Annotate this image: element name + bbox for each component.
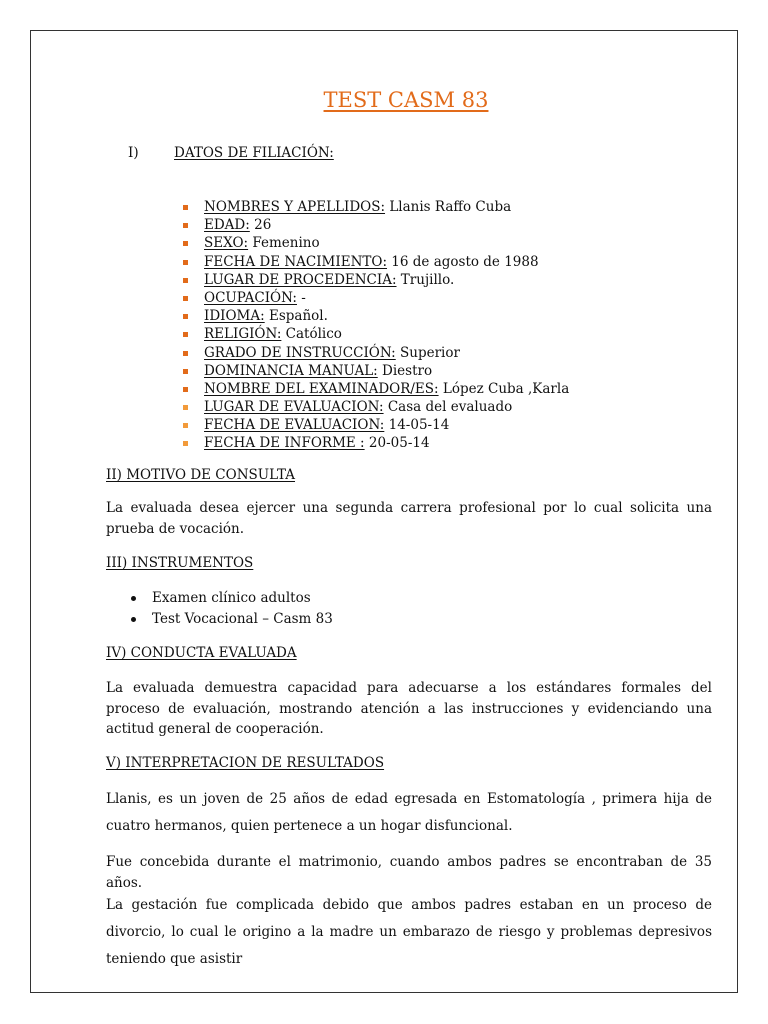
instruments-list xyxy=(106,588,712,630)
section-2 xyxy=(106,466,712,484)
square-bullet-icon xyxy=(183,405,188,410)
filiation-item xyxy=(180,380,569,398)
field-label: LUGAR DE EVALUACION: xyxy=(204,399,384,416)
section-2-body xyxy=(106,498,712,539)
field-label: RELIGIÓN: xyxy=(204,326,282,343)
filiation-item xyxy=(180,362,569,380)
field-value: - xyxy=(296,289,306,306)
section-5-paragraph-1: Llanis, es un joven de 25 años de edad egresada en Estomatología , primera hija de cuatro hermanos, quien pertenece a un hogar disfuncional. xyxy=(106,791,712,834)
section-1-title: DATOS DE FILIACIÓN: xyxy=(174,145,334,161)
filiation-item xyxy=(180,271,569,289)
section-5-paragraph-3: La gestación fue complicada debido que ambos padres estaban en un proceso de divorcio, lo cual le origino a la madre un embarazo de riesgo y problemas depresivos teniendo que asistir xyxy=(106,897,712,967)
filiation-item xyxy=(180,325,569,343)
square-bullet-icon xyxy=(183,278,188,283)
square-bullet-icon xyxy=(183,351,188,356)
section-5 xyxy=(106,754,712,772)
section-5-body xyxy=(106,786,712,840)
filiation-item xyxy=(180,253,569,271)
field-value: López Cuba ,Karla xyxy=(438,380,570,397)
filiation-item xyxy=(180,434,569,452)
instrument-label: Examen clínico adultos xyxy=(152,590,311,606)
square-bullet-icon xyxy=(183,260,188,265)
filiation-item xyxy=(180,198,569,216)
square-bullet-icon xyxy=(183,441,188,446)
field-value: Superior xyxy=(395,344,460,361)
field-value: Casa del evaluado xyxy=(383,399,513,416)
square-bullet-icon xyxy=(183,205,188,210)
filiation-item xyxy=(180,398,569,416)
filiation-item xyxy=(180,216,569,234)
square-bullet-icon xyxy=(183,223,188,228)
filiation-item xyxy=(180,416,569,434)
field-value: 14-05-14 xyxy=(384,417,450,434)
section-2-heading: II) MOTIVO DE CONSULTA xyxy=(106,467,296,483)
list-item xyxy=(106,588,712,609)
square-bullet-icon xyxy=(183,369,188,374)
square-bullet-icon xyxy=(183,314,188,319)
section-3 xyxy=(106,554,712,572)
field-label: IDIOMA: xyxy=(204,308,265,325)
instrument-label: Test Vocacional – Casm 83 xyxy=(152,611,333,627)
square-bullet-icon xyxy=(183,241,188,246)
section-4 xyxy=(106,644,712,662)
field-label: SEXO: xyxy=(204,235,249,252)
section-5-heading: V) INTERPRETACION DE RESULTADOS xyxy=(106,755,385,771)
square-bullet-icon xyxy=(183,423,188,428)
square-bullet-icon xyxy=(183,296,188,301)
section-5-paragraph-2: Fue concebida durante el matrimonio, cuando ambos padres se encontraban de 35 años. xyxy=(106,854,712,891)
field-label: LUGAR DE PROCEDENCIA: xyxy=(204,271,397,288)
field-value: Español. xyxy=(264,308,328,325)
square-bullet-icon xyxy=(183,387,188,392)
field-label: OCUPACIÓN: xyxy=(204,289,297,306)
field-value: 16 de agosto de 1988 xyxy=(387,253,539,270)
filiation-item xyxy=(180,307,569,325)
field-label: FECHA DE NACIMIENTO: xyxy=(204,253,388,270)
section-2-paragraph: La evaluada desea ejercer una segunda carrera profesional por lo cual solicita una prueba de vocación. xyxy=(106,500,712,537)
section-5-body-3 xyxy=(106,892,712,973)
section-4-body xyxy=(106,678,712,740)
field-label: FECHA DE EVALUACION: xyxy=(204,417,385,434)
section-4-paragraph: La evaluada demuestra capacidad para adecuarse a los estándares formales del proceso de evaluación, mostrando atención a las instrucciones y evidenciando una actitud general de cooperación. xyxy=(106,680,712,737)
section-3-heading: III) INSTRUMENTOS xyxy=(106,555,254,571)
field-label: FECHA DE INFORME : xyxy=(204,435,365,452)
list-item xyxy=(106,609,712,630)
bullet-icon xyxy=(131,617,136,622)
field-label: NOMBRES Y APELLIDOS: xyxy=(204,199,386,215)
field-value: Diestro xyxy=(377,362,433,379)
field-label: DOMINANCIA MANUAL: xyxy=(204,362,378,379)
document-title: TEST CASM 83 xyxy=(323,88,489,112)
filiation-item xyxy=(180,344,569,362)
field-value: Femenino xyxy=(248,235,320,252)
filiation-list xyxy=(180,198,569,453)
filiation-item xyxy=(180,234,569,252)
section-3-body xyxy=(106,588,712,630)
field-label: NOMBRE DEL EXAMINADOR/ES: xyxy=(204,380,439,397)
section-1-number: I) xyxy=(128,145,139,161)
section-4-heading: IV) CONDUCTA EVALUADA xyxy=(106,645,297,661)
field-value: 26 xyxy=(249,217,272,234)
square-bullet-icon xyxy=(183,332,188,337)
field-value: Católico xyxy=(281,326,342,343)
section-5-body-2 xyxy=(106,852,712,893)
field-label: GRADO DE INSTRUCCIÓN: xyxy=(204,344,396,361)
field-value: 20-05-14 xyxy=(364,435,430,452)
field-label: EDAD: xyxy=(204,217,250,234)
filiation-item xyxy=(180,289,569,307)
field-value: Llanis Raffo Cuba xyxy=(385,199,512,215)
bullet-icon xyxy=(131,596,136,601)
section-1-heading xyxy=(128,144,334,162)
field-value: Trujillo. xyxy=(396,271,455,288)
